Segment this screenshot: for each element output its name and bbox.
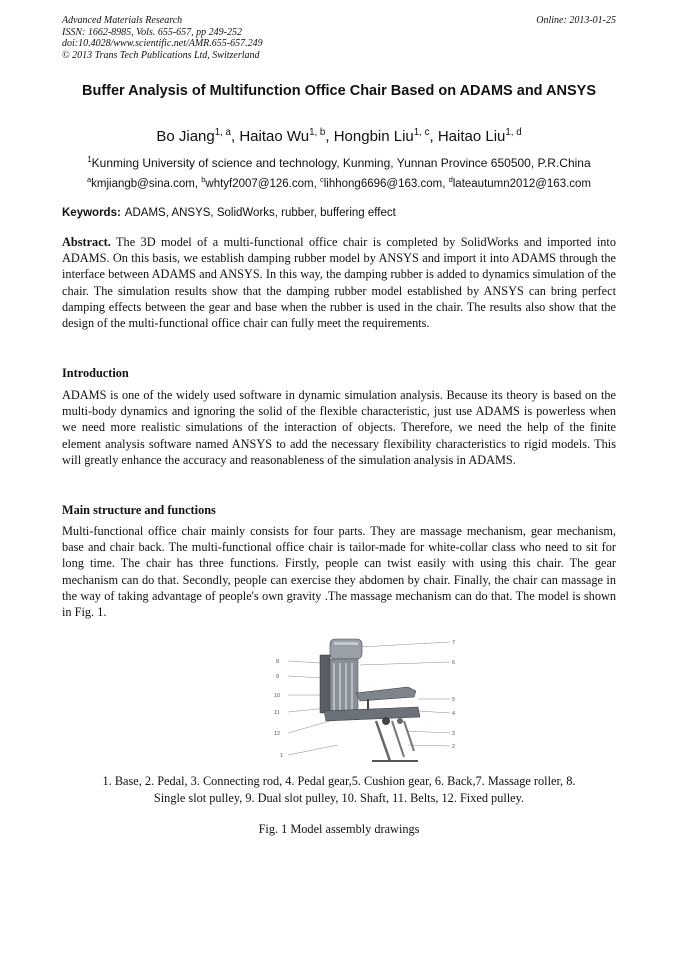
figure-parts-list: 1. Base, 2. Pedal, 3. Connecting rod, 4. Pedal gear,5. Cushion gear, 6. Back,7. Massage roller, 8. Single slot pulley, 9. Dual slot pulley, 10. Shaft, 11. Belts, 12. Fixed pulley.	[102, 774, 576, 805]
abstract-label: Abstract.	[62, 235, 111, 249]
part-label: 6	[452, 660, 456, 666]
email: $^c$lihhong6696@163.com	[320, 175, 443, 190]
part-label: 5	[452, 697, 456, 703]
part-label: 10	[274, 693, 281, 699]
section-heading-structure: Main structure and functions	[62, 503, 216, 517]
copyright-line: © 2013 Trans Tech Publications Ltd, Switzerland	[62, 49, 260, 61]
author: Bo Jiang$^{1, a}$	[156, 127, 231, 145]
part-label: 9	[276, 674, 280, 680]
email-list: $^a$kmjiangb@sina.com, $^b$whtyf2007@126.com, $^c$lihhong6696@163.com, $^d$lateautumn2012@163.com	[86, 175, 592, 190]
part-label: 3	[452, 731, 456, 737]
author: Haitao Wu$^{1, b}$	[239, 127, 326, 145]
keywords-text: ADAMS, ANSYS, SolidWorks, rubber, buffering effect	[124, 207, 396, 219]
part-label: 11	[274, 710, 280, 716]
part-label: 2	[452, 744, 456, 750]
issn-line: ISSN: 1662-8985, Vols. 655-657, pp 249-252	[62, 26, 242, 38]
keywords-label: Keywords:	[62, 207, 121, 219]
author: Haitao Liu$^{1, d}$	[437, 127, 522, 145]
online-date: Online: 2013-01-25	[536, 15, 616, 26]
email: $^a$kmjiangb@sina.com	[86, 175, 195, 190]
affiliation: $^1$Kunming University of science and technology, Kunming, Yunnan Province 650500, P.R.China	[87, 155, 591, 170]
doi-line: doi:10.4028/www.scientific.net/AMR.655-657.249	[62, 38, 263, 49]
part-label: 8	[276, 659, 280, 665]
part-label: 12	[274, 731, 281, 737]
structure-paragraph: Multi-functional office chair mainly consists for four parts. They are massage mechanism, gear mechanism, base and chair back. The multi-functional office chair is tailor-made for white-collar class who need to sit for long time. The chair has three functions. Firstly, people can twist easily with using this chair. The gear mechanism can do that. Secondly, people can exercise they abdomen by chair. Finally, the chair can massage in the way of taking advantage of people's own gravity .The massage mechanism can do that. The model is shown in Fig. 1.	[62, 524, 616, 620]
part-label: 1	[280, 753, 284, 759]
paper-title: Buffer Analysis of Multifunction Office Chair Based on ADAMS and ANSYS	[82, 83, 596, 99]
part-label: 7	[452, 640, 456, 646]
chair-model-drawing	[268, 633, 468, 768]
part-label: 4	[452, 711, 456, 717]
author: Hongbin Liu$^{1, c}$	[333, 127, 430, 145]
email: $^b$whtyf2007@126.com	[201, 175, 314, 190]
chair-model-figure	[268, 633, 468, 768]
keywords	[62, 207, 616, 219]
figure-caption: Fig. 1 Model assembly drawings	[258, 822, 420, 836]
email: $^d$lateautumn2012@163.com	[448, 175, 592, 190]
abstract	[62, 234, 616, 331]
journal-name: Advanced Materials Research	[62, 15, 183, 26]
section-heading-introduction: Introduction	[62, 366, 129, 380]
abstract-text: The 3D model of a multi-functional office chair is completed by SolidWorks and imported into ADAMS. On this basis, we establish damping rubber model by ANSYS and import it into ADAMS through the interface between ADAMS and ANSYS. In this way, the damping rubber is added to dynamics simulation of the chair. The simulation results show that the damping rubber model established by ANSYS can bring perfect damping effects between the gear and base when the rubber is used in the chair. The results also show that the design of the multi-functional office chair can fully meet the requirements.	[62, 235, 616, 331]
running-header	[62, 15, 263, 61]
author-list: Bo Jiang$^{1, a}$, Haitao Wu$^{1, b}$, Hongbin Liu$^{1, c}$, Haitao Liu$^{1, d}$	[156, 127, 522, 145]
introduction-paragraph: ADAMS is one of the widely used software in dynamic simulation analysis. Because its theory is based on the multi-body dynamics and ignoring the solid of the flexible characteristic, just use ADAMS is powerless when we need more realistic simulations of the interaction of objects. Therefore, we need the help of the finite element analysis software named ANSYS to add the necessary flexibility characteristics to rigid models. This will greatly enhance the accuracy and reasonableness of the simulation analysis in ADAMS.	[62, 388, 616, 467]
